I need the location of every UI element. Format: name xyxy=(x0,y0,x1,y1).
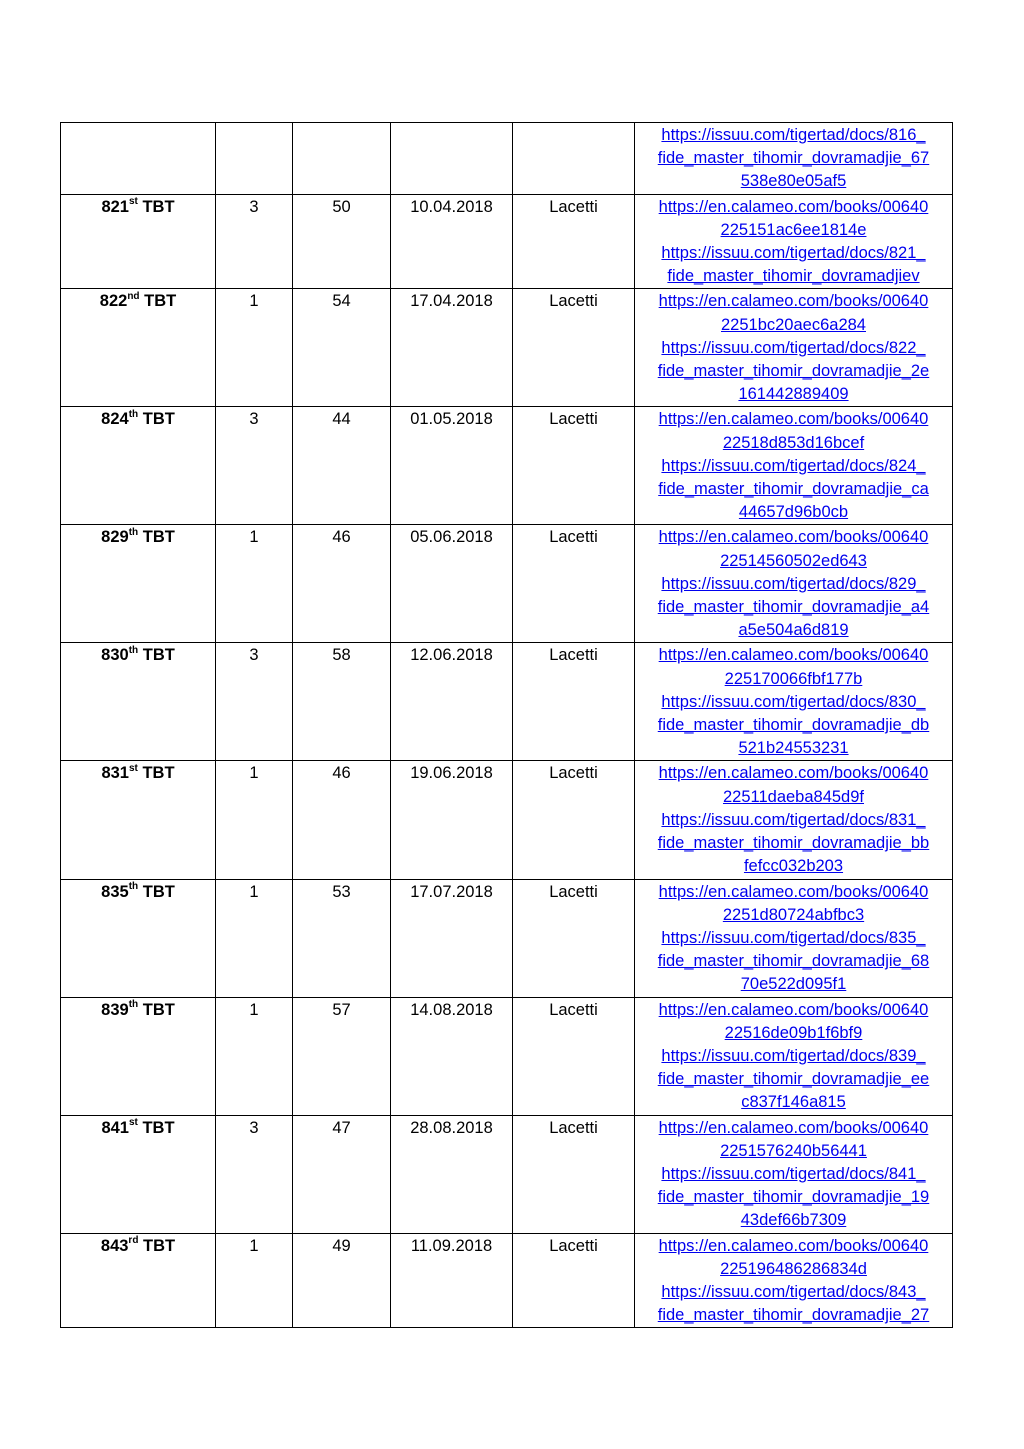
opening-value: Lacetti xyxy=(549,1000,598,1019)
link-line[interactable]: 22514560502ed643 xyxy=(720,551,867,570)
link-line[interactable]: 521b24553231 xyxy=(738,739,849,758)
tournament-label: TBT xyxy=(139,292,177,311)
opening-value: Lacetti xyxy=(549,646,598,665)
link-line[interactable]: 44657d96b0cb xyxy=(738,503,849,522)
moves-value: 46 xyxy=(332,528,351,547)
date-value: 01.05.2018 xyxy=(410,410,493,429)
round-cell xyxy=(216,997,293,1115)
moves-cell xyxy=(293,1115,391,1233)
link-line[interactable]: 2251bc20aec6a284 xyxy=(721,315,866,334)
date-value: 17.07.2018 xyxy=(410,882,493,901)
moves-value: 50 xyxy=(332,197,351,216)
opening-cell xyxy=(513,879,635,997)
tournament-number: 831 xyxy=(101,764,129,783)
ordinal-suffix: th xyxy=(128,881,139,892)
links-cell xyxy=(635,997,953,1115)
links-cell xyxy=(635,407,953,525)
moves-cell xyxy=(293,761,391,879)
moves-cell xyxy=(293,997,391,1115)
link-line[interactable]: 70e522d095f1 xyxy=(740,975,847,994)
opening-cell xyxy=(513,761,635,879)
table-row xyxy=(61,289,953,407)
link-line[interactable]: https://en.calameo.com/books/00640 xyxy=(658,410,929,429)
link-line[interactable]: fefcc032b203 xyxy=(743,857,844,876)
tournament-cell xyxy=(61,1233,216,1328)
link-line[interactable]: https://en.calameo.com/books/00640 xyxy=(658,764,929,783)
round-cell xyxy=(216,879,293,997)
date-cell xyxy=(391,1233,513,1328)
link-line[interactable]: fide_master_tihomir_dovramadjie_ee xyxy=(657,1070,930,1089)
link-line[interactable]: https://en.calameo.com/books/00640 xyxy=(658,882,929,901)
round-value: 1 xyxy=(249,1236,259,1255)
link-line[interactable]: https://en.calameo.com/books/00640 xyxy=(658,1118,929,1137)
round-value: 3 xyxy=(249,410,259,429)
link-line[interactable]: 538e80e05af5 xyxy=(740,172,847,191)
round-value: 1 xyxy=(249,292,259,311)
link-line[interactable]: fide_master_tihomir_dovramadjie_db xyxy=(657,716,930,735)
opening-cell xyxy=(513,525,635,643)
tournament-cell xyxy=(61,879,216,997)
date-cell xyxy=(391,1115,513,1233)
link-line[interactable]: https://en.calameo.com/books/00640 xyxy=(658,646,929,665)
tournament-number: 830 xyxy=(101,646,129,665)
link-line[interactable]: 225151ac6ee1814e xyxy=(720,220,867,239)
link-line[interactable]: 43def66b7309 xyxy=(740,1211,847,1230)
link-line[interactable]: https://issuu.com/tigertad/docs/843_ xyxy=(661,1282,926,1301)
moves-cell xyxy=(293,879,391,997)
link-line[interactable]: https://en.calameo.com/books/00640 xyxy=(658,197,929,216)
games-table-body xyxy=(61,123,953,1328)
tournament-cell xyxy=(61,643,216,761)
link-line[interactable]: https://issuu.com/tigertad/docs/821_ xyxy=(661,244,926,263)
round-cell xyxy=(216,1233,293,1328)
opening-cell xyxy=(513,997,635,1115)
opening-cell xyxy=(513,407,635,525)
tournament-number: 824 xyxy=(101,410,129,429)
link-line[interactable]: https://issuu.com/tigertad/docs/829_ xyxy=(661,574,926,593)
round-cell xyxy=(216,407,293,525)
links-cell xyxy=(635,761,953,879)
moves-value: 47 xyxy=(332,1118,351,1137)
link-line[interactable]: https://en.calameo.com/books/00640 xyxy=(658,528,929,547)
date-value: 05.06.2018 xyxy=(410,528,493,547)
tournament-number: 822 xyxy=(99,292,128,311)
link-line[interactable]: https://issuu.com/tigertad/docs/831_ xyxy=(661,810,926,829)
round-value: 3 xyxy=(249,646,259,665)
tournament-cell xyxy=(61,997,216,1115)
round-value: 1 xyxy=(249,528,259,547)
table-row xyxy=(61,194,953,289)
tournament-label: TBT xyxy=(138,646,175,665)
ordinal-suffix: st xyxy=(128,196,138,208)
date-cell xyxy=(391,289,513,407)
opening-value: Lacetti xyxy=(549,528,598,547)
ordinal-suffix: st xyxy=(128,762,138,774)
tournament-cell xyxy=(61,289,216,407)
opening-value: Lacetti xyxy=(549,882,598,901)
moves-cell xyxy=(293,525,391,643)
tournament-cell xyxy=(61,1115,216,1233)
links-cell xyxy=(635,1115,953,1233)
links-cell xyxy=(635,289,953,407)
tournament-label: TBT xyxy=(137,197,175,216)
link-line[interactable]: https://issuu.com/tigertad/docs/839_ xyxy=(661,1046,926,1065)
date-cell xyxy=(391,525,513,643)
round-cell xyxy=(216,525,293,643)
tournament-cell xyxy=(61,123,216,195)
opening-cell xyxy=(513,289,635,407)
opening-cell xyxy=(513,123,635,195)
moves-cell xyxy=(293,407,391,525)
link-line[interactable]: https://issuu.com/tigertad/docs/822_ xyxy=(661,338,926,357)
moves-value: 49 xyxy=(332,1236,351,1255)
moves-value: 44 xyxy=(332,410,351,429)
moves-value: 57 xyxy=(332,1000,351,1019)
moves-value: 58 xyxy=(332,646,351,665)
tournament-number: 821 xyxy=(101,197,129,216)
link-line[interactable]: fide_master_tihomir_dovramadjie_19 xyxy=(657,1188,930,1207)
ordinal-suffix: st xyxy=(128,1117,138,1129)
link-line[interactable]: fide_master_tihomir_dovramadjie_ca xyxy=(658,480,929,499)
links-cell xyxy=(635,194,953,289)
tournament-number: 829 xyxy=(101,528,129,547)
links-cell xyxy=(635,525,953,643)
ordinal-suffix: nd xyxy=(127,290,140,302)
tournament-number: 843 xyxy=(100,1236,129,1255)
tournament-cell xyxy=(61,525,216,643)
round-value: 1 xyxy=(249,882,259,901)
round-value: 3 xyxy=(249,1118,259,1137)
date-cell xyxy=(391,761,513,879)
link-line[interactable]: https://issuu.com/tigertad/docs/816_ xyxy=(661,126,926,144)
link-line[interactable]: https://issuu.com/tigertad/docs/824_ xyxy=(661,456,926,475)
date-value: 17.04.2018 xyxy=(410,292,493,311)
opening-value: Lacetti xyxy=(549,764,598,783)
round-value: 1 xyxy=(249,764,259,783)
date-cell xyxy=(391,643,513,761)
moves-value: 46 xyxy=(332,764,351,783)
link-line[interactable]: https://issuu.com/tigertad/docs/841_ xyxy=(661,1164,926,1183)
link-line[interactable]: fide_master_tihomir_dovramadjiev xyxy=(667,267,920,286)
link-line[interactable]: 2251576240b56441 xyxy=(720,1141,867,1160)
table-row xyxy=(61,525,953,643)
links-cell xyxy=(635,879,953,997)
table-row xyxy=(61,643,953,761)
date-cell xyxy=(391,407,513,525)
tournament-cell xyxy=(61,194,216,289)
date-value: 12.06.2018 xyxy=(410,646,493,665)
table-row xyxy=(61,879,953,997)
link-line[interactable]: 225170066fbf177b xyxy=(724,669,863,688)
moves-value: 54 xyxy=(332,292,351,311)
date-value: 28.08.2018 xyxy=(410,1118,493,1137)
table-row xyxy=(61,997,953,1115)
table-row xyxy=(61,1233,953,1328)
links-cell xyxy=(635,1233,953,1328)
link-line[interactable]: fide_master_tihomir_dovramadjie_a4 xyxy=(657,598,930,617)
moves-value: 53 xyxy=(332,882,351,901)
tournament-label: TBT xyxy=(138,1236,176,1255)
link-line[interactable]: fide_master_tihomir_dovramadjie_2e xyxy=(657,362,930,381)
link-line[interactable]: fide_master_tihomir_dovramadjie_27 xyxy=(657,1306,930,1325)
link-line[interactable]: 22516de09b1f6bf9 xyxy=(724,1023,863,1042)
tournament-cell xyxy=(61,761,216,879)
date-cell xyxy=(391,123,513,195)
tournament-label: TBT xyxy=(138,882,175,901)
table-row xyxy=(61,761,953,879)
tournament-cell xyxy=(61,407,216,525)
tournament-label: TBT xyxy=(138,528,175,547)
date-cell xyxy=(391,194,513,289)
link-line[interactable]: fide_master_tihomir_dovramadjie_bb xyxy=(657,834,930,853)
opening-value: Lacetti xyxy=(549,292,598,311)
moves-cell xyxy=(293,194,391,289)
round-value: 1 xyxy=(249,1000,259,1019)
date-cell xyxy=(391,997,513,1115)
link-line[interactable]: https://en.calameo.com/books/00640 xyxy=(658,1236,929,1255)
opening-value: Lacetti xyxy=(549,197,598,216)
link-line[interactable]: 225196486286834d xyxy=(720,1259,867,1278)
round-cell xyxy=(216,123,293,195)
link-line[interactable]: https://en.calameo.com/books/00640 xyxy=(658,1000,929,1019)
opening-cell xyxy=(513,1233,635,1328)
link-line[interactable]: 161442889409 xyxy=(738,385,849,404)
date-value: 14.08.2018 xyxy=(410,1000,493,1019)
ordinal-suffix: th xyxy=(128,526,139,538)
date-value: 10.04.2018 xyxy=(410,197,493,216)
link-line[interactable]: a5e504a6d819 xyxy=(738,621,849,640)
table-row xyxy=(61,407,953,525)
link-line[interactable]: fide_master_tihomir_dovramadjie_67 xyxy=(657,149,930,168)
tournament-number: 841 xyxy=(101,1118,129,1137)
link-line[interactable]: 22518d853d16bcef xyxy=(722,433,865,452)
ordinal-suffix: th xyxy=(128,644,139,656)
link-line[interactable]: c837f146a815 xyxy=(741,1093,846,1112)
tournament-label: TBT xyxy=(137,1118,175,1137)
round-cell xyxy=(216,761,293,879)
link-line[interactable]: https://en.calameo.com/books/00640 xyxy=(658,292,929,311)
ordinal-suffix: rd xyxy=(128,1235,139,1247)
link-line[interactable]: fide_master_tihomir_dovramadjie_68 xyxy=(657,952,930,971)
links-cell xyxy=(635,643,953,761)
link-line[interactable]: 2251d80724abfbc3 xyxy=(722,905,865,924)
link-line[interactable]: 22511daeba845d9f xyxy=(722,787,864,806)
opening-value: Lacetti xyxy=(549,1118,598,1137)
round-cell xyxy=(216,1115,293,1233)
opening-cell xyxy=(513,1115,635,1233)
moves-cell xyxy=(293,289,391,407)
tournament-number: 835 xyxy=(101,882,129,901)
opening-value: Lacetti xyxy=(549,1236,598,1255)
date-cell xyxy=(391,879,513,997)
table-row xyxy=(61,1115,953,1233)
opening-cell xyxy=(513,643,635,761)
date-value: 19.06.2018 xyxy=(410,764,493,783)
round-cell xyxy=(216,194,293,289)
round-cell xyxy=(216,643,293,761)
tournament-label: TBT xyxy=(138,1000,175,1019)
tournament-number: 839 xyxy=(101,1000,129,1019)
opening-value: Lacetti xyxy=(549,410,598,429)
round-value: 3 xyxy=(249,197,259,216)
links-cell xyxy=(635,123,953,195)
ordinal-suffix: th xyxy=(128,999,139,1011)
ordinal-suffix: th xyxy=(128,408,139,420)
link-line[interactable]: https://issuu.com/tigertad/docs/835_ xyxy=(661,928,926,947)
opening-cell xyxy=(513,194,635,289)
moves-cell xyxy=(293,123,391,195)
link-line[interactable]: https://issuu.com/tigertad/docs/830_ xyxy=(661,692,926,711)
round-cell xyxy=(216,289,293,407)
games-table xyxy=(60,122,953,1328)
table-row xyxy=(61,123,953,195)
moves-cell xyxy=(293,1233,391,1328)
moves-cell xyxy=(293,643,391,761)
tournament-label: TBT xyxy=(137,764,175,783)
date-value: 11.09.2018 xyxy=(410,1236,493,1255)
tournament-label: TBT xyxy=(138,410,175,429)
